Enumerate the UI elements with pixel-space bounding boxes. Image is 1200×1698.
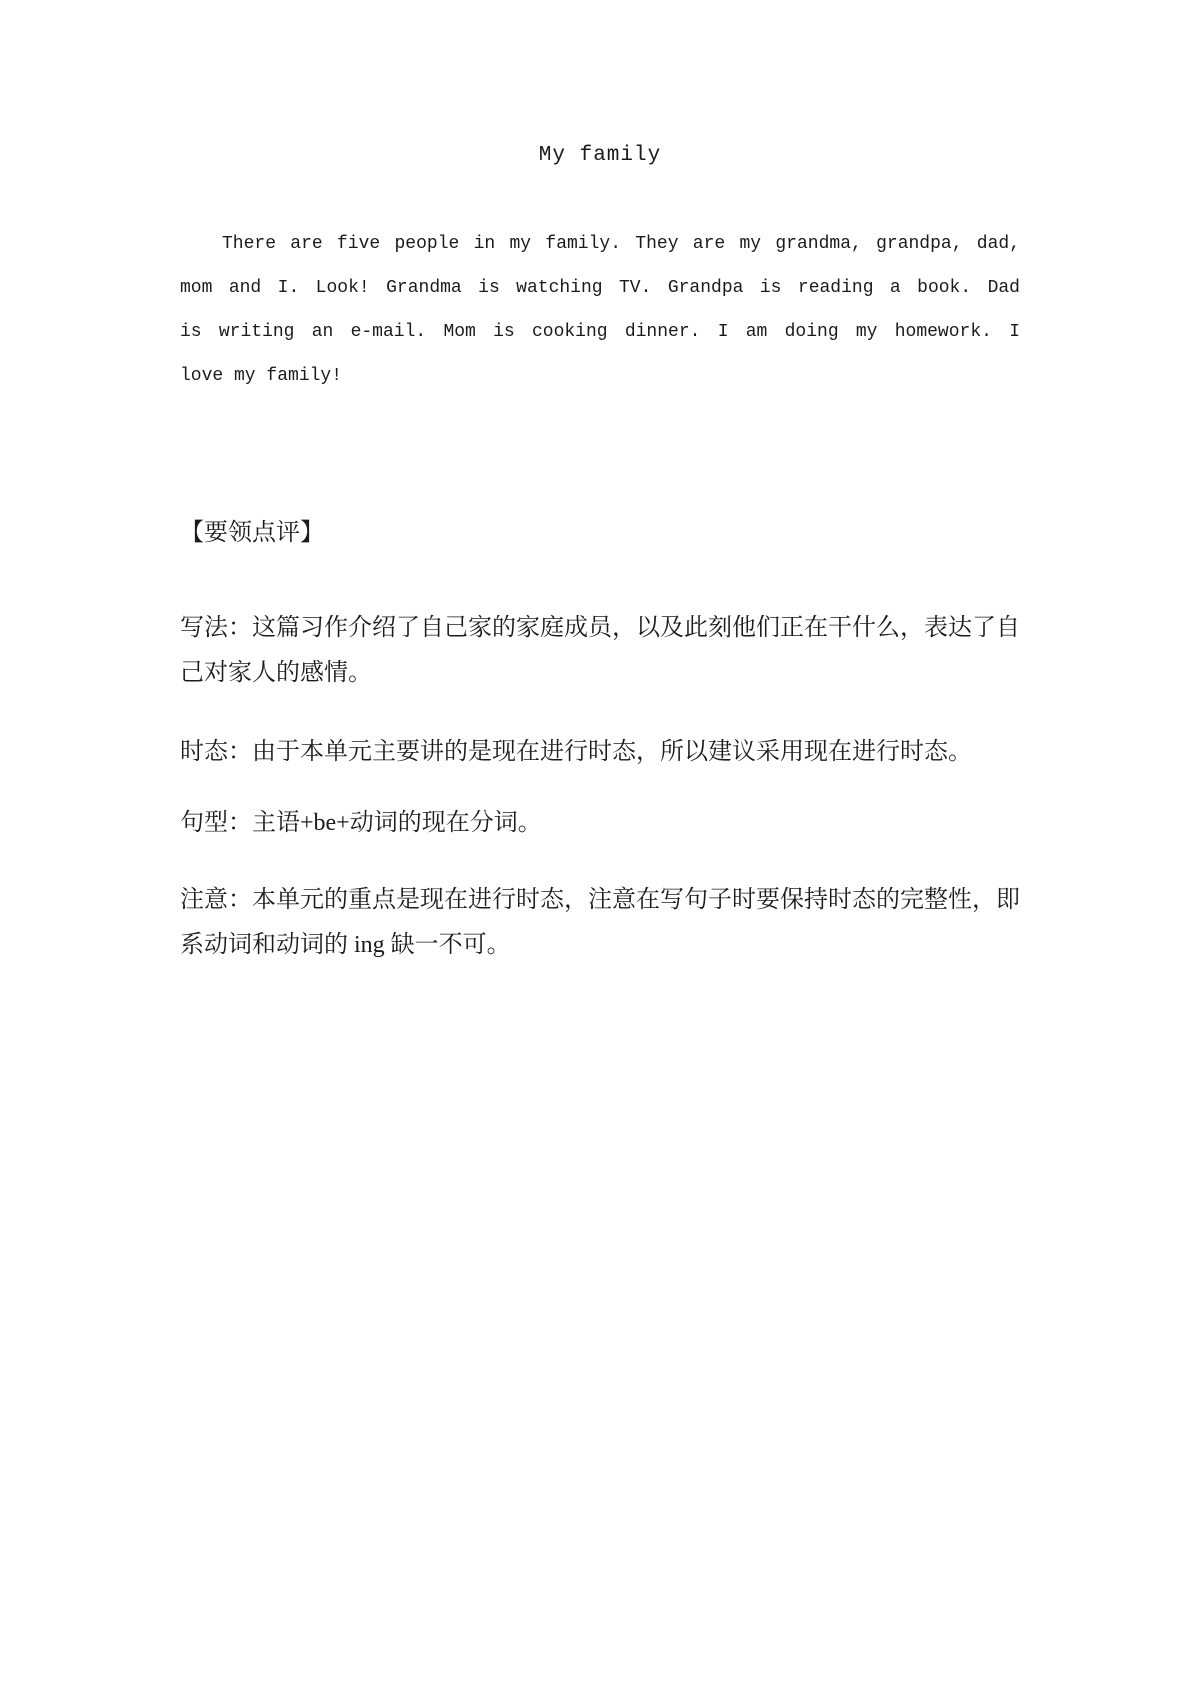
essay-line: love my family! (180, 366, 343, 386)
comment-tense: 时态：由于本单元主要讲的是现在进行时态，所以建议采用现在进行时态。 (180, 739, 972, 765)
essay-title: My family (538, 144, 662, 167)
comment-writing-method: 写法：这篇习作介绍了自己家的家庭成员，以及此刻他们正在干什么，表达了自己对家人的感情。 (180, 615, 1020, 686)
comment-note: 注意：本单元的重点是现在进行时态，注意在写句子时要保持时态的完整性，即系动词和动词的 ing 缺一不可。 (180, 887, 1020, 958)
page-content (180, 0, 1020, 968)
essay-paragraph (180, 222, 1020, 398)
essay-line: mom and I. Look! Grandma is watching TV. Grandpa is reading a book. Dad (180, 278, 1020, 298)
comment-sentence-pattern: 句型：主语+be+动词的现在分词。 (180, 810, 542, 836)
essay-line: is writing an e-mail. Mom is cooking dinner. I am doing my homework. I (180, 322, 1020, 342)
essay-line: There are five people in my family. They are my grandma, grandpa, dad, (222, 234, 1020, 254)
section-heading-key-points: 【要领点评】 (180, 520, 324, 546)
